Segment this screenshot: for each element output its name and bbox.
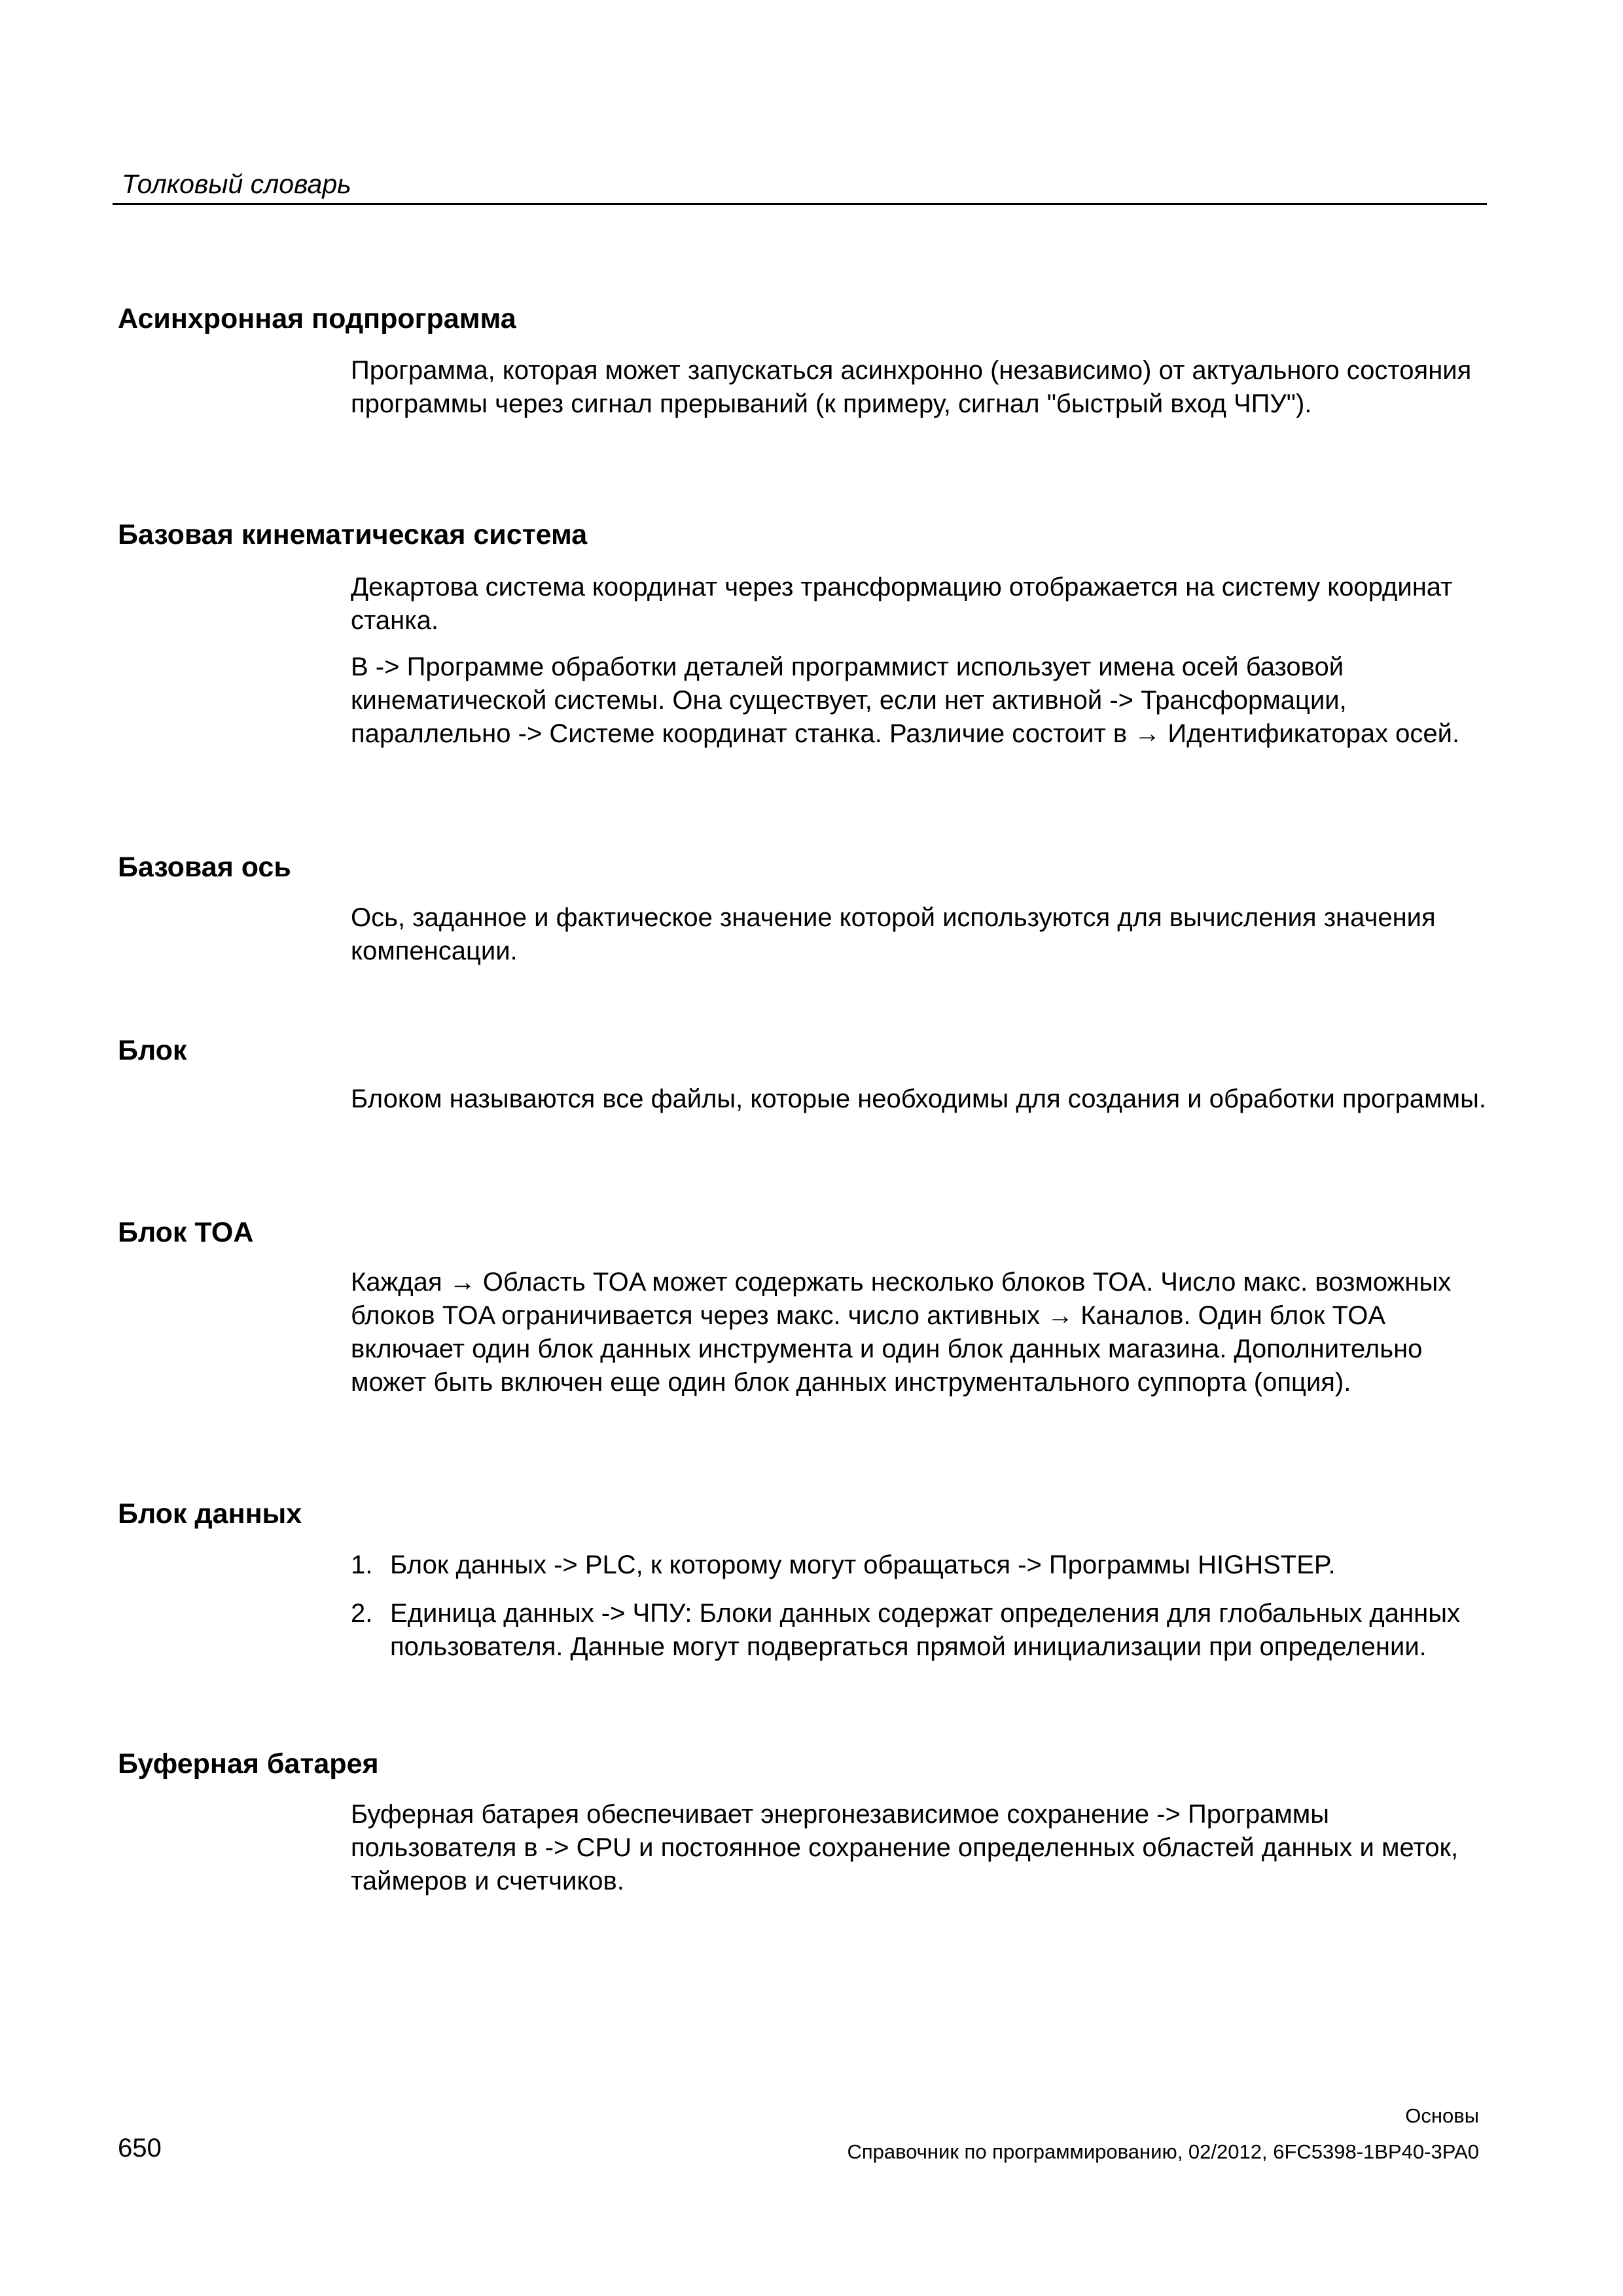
term-definition: Ось, заданное и фактическое значение которой используются для вычисления значения компенсации. [351,903,1436,965]
footer-book-title: Основы [1405,2104,1479,2127]
term-definition: Программа, которая может запускаться асинхронно (независимо) от актуального состояния программы через сигнал прерываний (к примеру, сигнал "быстрый вход ЧПУ"). [351,356,1472,418]
list-item [351,1597,1489,1664]
list-number: 1. [351,1551,373,1579]
term-title: Блок данных [118,1498,302,1530]
header-title: Толковый словарь [122,169,351,199]
page-number: 650 [118,2134,162,2162]
term-definition: Каждая → Область TOA может содержать несколько блоков TOA. Число макс. возможных блоков TOA ограничивается через макс. число активных → Каналов. Один блок TOA включает один блок данных инструмента и один блок данных магазина. Дополнительно может быть включен еще один блок данных инструментального суппорта (опция). [351,1268,1452,1397]
term-title: Асинхронная подпрограмма [118,303,516,334]
list-item [351,1549,1489,1582]
term-definition: Буферная батарея обеспечивает энергонезависимое сохранение -> Программы пользователя в -> CPU и постоянное сохранение определенных областей данных и меток, таймеров и счетчиков. [351,1800,1459,1895]
footer-reference: Справочник по программированию, 02/2012, 6FC5398-1BP40-3PA0 [847,2140,1479,2163]
term-title: Буферная батарея [118,1748,379,1780]
term-title: Блок TOA [118,1217,254,1248]
term-definition: Декартова система координат через трансформацию отображается на систему координат станка. [351,573,1453,635]
list-text: Единица данных -> ЧПУ: Блоки данных содержат определения для глобальных данных пользователя. Данные могут подвергаться прямой инициализации при определении. [390,1599,1460,1661]
list-number: 2. [351,1599,373,1628]
term-title: Базовая кинематическая система [118,519,588,550]
term-definition: В -> Программе обработки деталей программист использует имена осей базовой кинематической системы. Она существует, если нет активной -> Трансформации, параллельно -> Системе координат станка. Различие состоит в → Идентификаторах осей. [351,653,1460,748]
term-definition: Блоком называются все файлы, которые необходимы для создания и обработки программы. [351,1085,1487,1113]
term-title: Базовая ось [118,852,291,883]
term-title: Блок [118,1035,187,1066]
list-text: Блок данных -> PLC, к которому могут обращаться -> Программы HIGHSTEP. [390,1551,1336,1579]
